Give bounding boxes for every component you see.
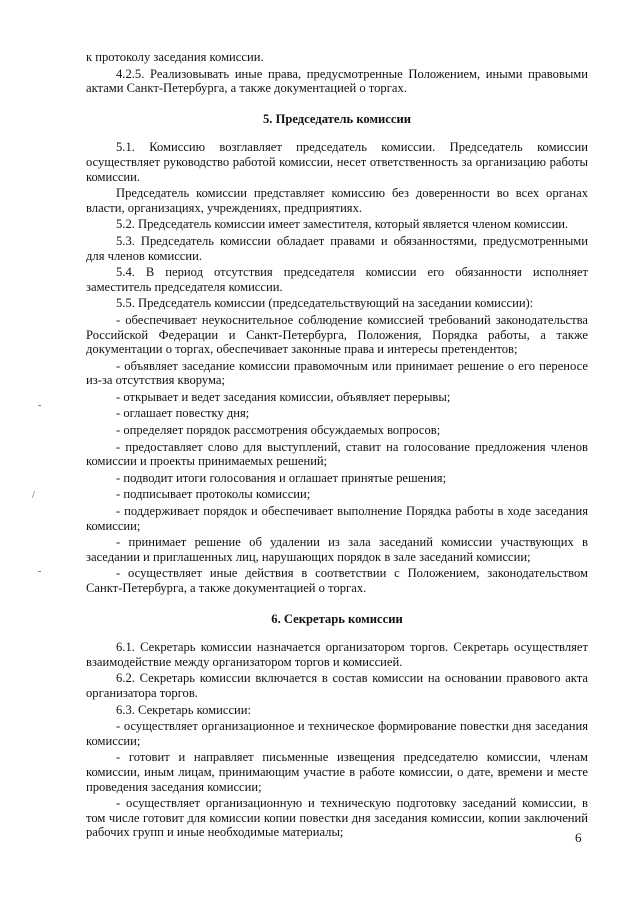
paragraph: Председатель комиссии представляет комиссию без доверенности во всех органах власти, организациях, учреждениях, предприятиях. (86, 186, 588, 215)
paragraph: 5.2. Председатель комиссии имеет заместителя, который является членом комиссии. (116, 217, 569, 232)
scan-mark: - (38, 566, 42, 577)
paragraph: 5.4. В период отсутствия председателя комиссии его обязанности исполняет заместитель председателя комиссии. (86, 265, 588, 294)
list-item: - осуществляет иные действия в соответствии с Положением, законодательством Санкт-Петербурга, а также документацией о торгах. (86, 566, 588, 595)
paragraph: к протоколу заседания комиссии. (86, 50, 264, 64)
list-item: - осуществляет организационное и техническое формирование повестки дня заседания комиссии; (86, 719, 588, 748)
list-item: - предоставляет слово для выступлений, ставит на голосование предложения членов комиссии и проекты принимаемых решений; (86, 439, 588, 469)
list-item: - готовит и направляет письменные извещения председателю комиссии, членам комиссии, иным лицам, принимающим участие в работе комиссии, о дате, времени и месте проведения заседания комиссии; (86, 750, 588, 794)
list-item: - обеспечивает неукоснительное соблюдение комиссией требований законодательства Российской Федерации и Санкт-Петербурга, Положения, Порядка работы, а также документации о торгах, обеспечивает законные права и интересы претендентов; (86, 312, 588, 357)
section-heading-5: 5. Председатель комиссии (262, 111, 412, 126)
list-item: - открывает и ведет заседания комиссии, объявляет перерывы; (116, 389, 451, 404)
paragraph: 5.3. Председатель комиссии обладает правами и обязанностями, предусмотренными для членов комиссии. (86, 233, 588, 263)
paragraph: 6.3. Секретарь комиссии: (116, 702, 252, 717)
list-item: - поддерживает порядок и обеспечивает выполнение Порядка работы в ходе заседания комиссии; (86, 504, 588, 533)
list-item: - объявляет заседание комиссии правомочным или принимает решение о его переносе из-за отсутствия кворума; (86, 358, 588, 388)
list-item: - подписывает протоколы комиссии; (116, 487, 311, 502)
scan-mark: - (38, 400, 42, 411)
document-body (86, 50, 588, 842)
paragraph: 5.5. Председатель комиссии (председательствующий на заседании комиссии): (116, 296, 534, 311)
paragraph: 4.2.5. Реализовывать иные права, предусмотренные Положением, иными правовыми актами Санкт-Петербурга, а также документацией о торгах. (86, 66, 588, 96)
paragraph: 6.1. Секретарь комиссии назначается организатором торгов. Секретарь осуществляет взаимодействие между организатором торгов и комиссией. (86, 640, 588, 669)
list-item: - определяет порядок рассмотрения обсуждаемых вопросов; (116, 423, 441, 438)
list-item: - оглашает повестку дня; (116, 406, 250, 421)
paragraph: 5.1. Комиссию возглавляет председатель комиссии. Председатель комиссии осуществляет руководство работой комиссии, несет ответственность за организацию работы комиссии. (86, 140, 588, 184)
page-number: 6 (575, 830, 582, 845)
paragraph: 6.2. Секретарь комиссии включается в состав комиссии на основании правового акта организатора торгов. (86, 671, 588, 700)
list-item: - принимает решение об удалении из зала заседаний комиссии участвующих в заседании и приглашенных лиц, нарушающих порядок в зале заседаний комиссии; (86, 535, 588, 564)
list-item: - подводит итоги голосования и оглашает принятые решения; (116, 470, 447, 485)
list-item: - осуществляет организационную и техническую подготовку заседаний комиссии, в том числе готовит для комиссии копии повестки дня заседания комиссии, копии заключений рабочих групп и иные необходимые материалы; (86, 796, 588, 840)
section-heading-6: 6. Секретарь комиссии (271, 611, 403, 626)
scan-mark: / (32, 490, 35, 501)
